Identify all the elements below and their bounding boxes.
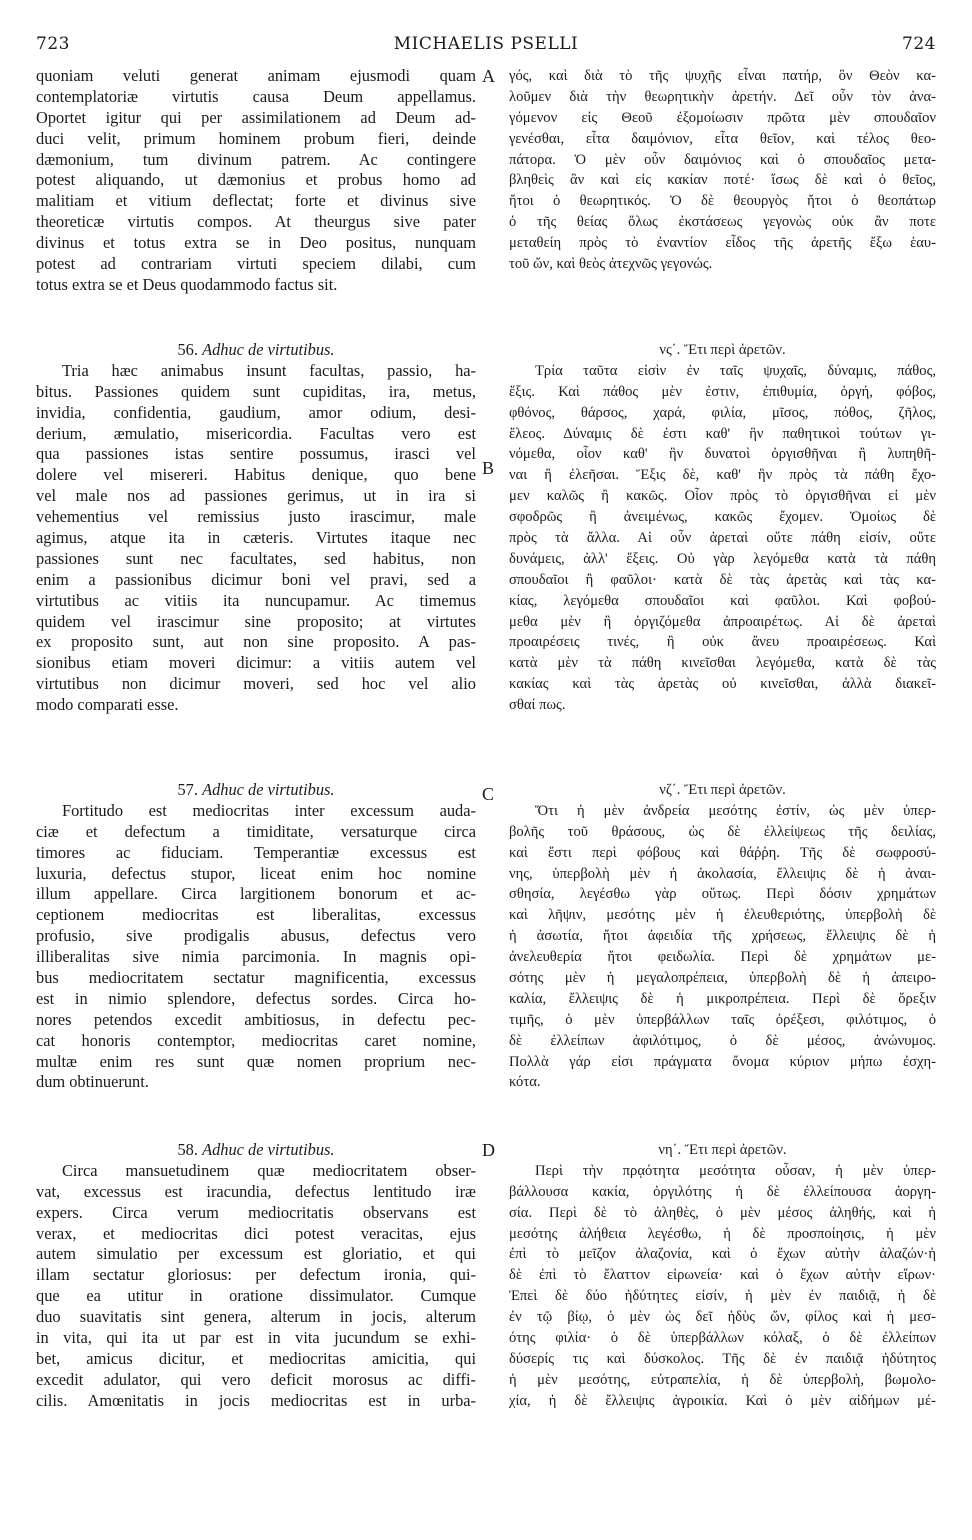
text-line: virtutibus ac vitiis ita nuncupamur. Ac timemus [36,590,476,610]
text-line: ceptionem mediocritas est liberalitas, excessus [36,905,476,925]
greek-intro [509,66,936,275]
page-number-left: 723 [36,34,70,54]
text-line: qua passiones istas sentire possumus, irasci vel [36,444,476,464]
text-line: μεθα μὲν ἢ ὀργιζόμεθα ἀπροαιρέτως. Αἱ δὲ ἀρεταὶ [509,613,936,630]
text-line: invidia, confidentia, gaudium, amor odium, desi- [36,402,476,422]
text-line: δυνάμεις, ἀλλ' ἕξεις. Οὐ γὰρ λεγόμεθα κατὰ τὰ πάθη [509,550,936,567]
text-line: κακίας καὶ τὰς ἀρετὰς οὐ κινεῖσθαι, ἀλλὰ διακεῖ- [509,676,936,693]
text-line: bet, amicus dicitur, et mediocritas amicitia, qui [36,1348,476,1368]
text-line: νης, ὑπερβολὴ μὲν ἡ ἀκολασία, ἔλλειψις δὲ ἡ ἀναι- [509,865,936,882]
text-line: βληθεὶς ἂν καὶ εἰς κακίαν ποτέ· ἴσως δὲ καὶ ὁ θεῖος, [509,172,936,189]
text-line: que ea utitur in oratione dissimulator. Cumque [36,1286,476,1306]
text-line: ἔλεος. Δύναμις δὲ ἐστι καθ' ἣν παθητικοὶ τούτων γι- [509,425,936,442]
margin-marker-d: D [482,1140,495,1160]
text-line: ἕξις. Καὶ πάθος μὲν ἐστιν, ἐπιθυμία, ὀργή, φόβος, [509,383,936,400]
text-line: contemplatoriæ virtutis causa Deum appellamus. [36,86,476,106]
text-line: καλία, ἔλλειψις δὲ ἡ μικροπρέπεια. Περὶ δὲ ὄρεξιν [509,990,936,1007]
text-line: Fortitudo est mediocritas inter excessum auda- [62,800,476,820]
text-line: dolere vel misereri. Habitus denique, quo bene [36,465,476,485]
latin-section-58 [36,1140,476,1412]
section-body [509,801,936,1093]
text-line: illum appellare. Circa largitionem bonorum et ac- [36,884,476,904]
text-line: τιμῆς, ὁ μὲν ὑπερβάλλων ταῖς ὀρέξεσι, φιλότιμος, ὁ [509,1011,936,1028]
text-line: duo suavitatis sint genera, alterum in jocis, alterum [36,1307,476,1327]
text-line: totus extra se et Deus quodammodo factus sit. [36,274,338,294]
section-number: 56. [177,340,198,359]
text-line: ἡ ἀσωτία, ἤτοι ἀφειδία τῆς χρήσεως, ἔλλειψις δὲ ἡ [509,928,936,945]
section-body [36,361,476,716]
section-body [36,801,476,1093]
text-line: Tria hæc animabus insunt facultas, passio, ha- [62,360,476,380]
section-label: Adhuc de virtutibus. [202,340,335,359]
text-line: vat, excessus est iracundia, defectus lentitudo iræ [36,1181,476,1201]
text-line: nores petendos excedit ambitiosus, in defectu pec- [36,1009,476,1029]
text-line: bus mediocritatem sectatur magnificentia, excessus [36,968,476,988]
text-line: βολῆς τοῦ θράσους, ὡς δὲ ἐλλείψεως τῆς δειλίας, [509,823,936,840]
text-line: passiones sunt nec facultates, sed habitus, non [36,548,476,568]
greek-section-57 [509,780,936,1093]
text-line: κίας, λεγόμεθα σπουδαῖοι καὶ φαῦλοι. Καὶ φοβού- [509,592,936,609]
section-heading: νζ΄. Ἔτι περὶ ἀρετῶν. [659,782,786,798]
text-line: σθαί πως. [509,697,566,714]
text-line: expers. Circa verum mediocritatis observans est [36,1202,476,1222]
text-line: ἡ μὲν μεσότης, εὐτραπελία, ἡ δὲ ὑπερβολὴ, βωμολο- [509,1371,936,1388]
text-line: illam sectatur gloriosus: per defectum ironia, qui- [36,1265,476,1285]
section-number: 58. [177,1140,198,1159]
section-heading [36,780,476,801]
greek-section-58 [509,1140,936,1412]
text-line: ciæ et defectum a timiditate, versaturque circa [36,821,476,841]
text-line: vel male nos ad passiones gerimus, ut in ira si [36,486,476,506]
section-heading: νς΄. Ἔτι περὶ ἀρετῶν. [659,342,786,358]
text-line: ότης φιλία· ὁ δὲ ὑπερβάλλων κόλαξ, ὁ δὲ ἐλλείπων [509,1330,936,1347]
text-line: duci velit, primum hominem probum fieri, deinde [36,128,476,148]
text-line: modo comparati esse. [36,695,179,715]
text-line: δὲ ἐπὶ τὸ ἔλαττον εἰρωνεία· καὶ ὁ ἔχων αὐτὴν εἴρων· [509,1267,936,1284]
text-line: virtutibus non dicimur moveri, sed hoc vel alio [36,674,476,694]
section-heading: νη΄. Ἔτι περὶ ἀρετῶν. [658,1142,787,1158]
text-line: bitus. Passiones quidem sunt cupiditas, ira, metus, [36,381,476,401]
margin-marker-b: B [482,458,495,478]
text-line: σθησία, λεγέσθω γὰρ οὕτως. Περὶ δόσιν χρημάτων [509,886,936,903]
latin-section-57 [36,780,476,1093]
section-body [36,1161,476,1412]
text-line: μεταθείη πρὸς τὸ ἐναντίον εἶδος τῆς ἀρετῆς ἔξω ἑαυ- [509,235,936,252]
text-line: χία, ἡ δὲ ἔλλειψις ἀγροικία. Καὶ ὁ μὲν αἰδήμων μέ- [509,1392,936,1409]
text-line: μεσότης ἀλήθεια λεγέσθω, ἡ δὲ προσποίησις, ἡ μὲν [509,1225,936,1242]
text-line: timores ac fiduciam. Temperantiæ excessus est [36,842,476,862]
text-line: verax, et mediocritas dici potest veracitas, ejus [36,1223,476,1243]
text-line: dæmonium, tum divinum patrem. Ac contingere [36,149,476,169]
text-line: ex proposito sunt, aut non sine proposito. A pas- [36,632,476,652]
text-line: multæ enim res sunt quæ nomen proprium nec- [36,1051,476,1071]
text-line: νόμεθα, οἷον καθ' ἣν δυνατοὶ ὀργισθῆναι ἢ λυπηθῆ- [509,446,936,463]
text-line: γενέσθαι, εἶτα δαιμόνιον, εἶτα θεῖον, καὶ τέλος θεο- [509,130,936,147]
text-line: autem simulatio per excessum est gloriatio, et qui [36,1244,476,1264]
text-line: sionibus etiam moveri dicimur: a vitiis autem vel [36,653,476,673]
text-line: dum obtinuerunt. [36,1072,149,1092]
section-heading [36,1140,476,1161]
section-heading [36,340,476,361]
text-line: est in nimio splendore, defectus sordes. Circa ho- [36,988,476,1008]
latin-intro [36,66,476,296]
section-body [509,361,936,716]
text-line: quoniam veluti generat animam ejusmodi quam [36,66,476,85]
text-line: κότα. [509,1074,541,1091]
text-line: μεν καλῶς ἢ κακῶς. Οἷον πρὸς τὸ ὀργισθῆναι εἰ μὲν [509,488,936,505]
text-line: in vita, qui ita ut par est in vita jucundum se exhi- [36,1328,476,1348]
text-line: Τρία ταῦτα εἰσὶν ἐν ταῖς ψυχαῖς, δύναμις, πάθος, [535,362,936,379]
greek-section-56 [509,340,936,716]
text-line: καὶ ἔστι περὶ φόβους καὶ θάῤῥη. Τῆς δὲ σωφροσύ- [509,844,936,861]
text-line: potest ad contrariam virtuti speciem dilabi, cum [36,254,476,274]
page-number-right: 724 [902,34,936,54]
text-line: ἀνελευθερία ἤτοι φειδωλία. Περὶ δὲ χρημάτων με- [509,949,936,966]
text-line: ἐν τῷ βίῳ, ὁ μὲν ὡς δεῖ ἡδὺς ὤν, φίλος καὶ ἡ μεσ- [509,1309,936,1326]
text-line: ὁ τῆς θείας ὅλως ἐκστάσεως γεγονὼς οὐκ ἂν ποτε [509,214,936,231]
text-line: ἤτοι ὁ θεωρητικός. Ὁ δὲ θεουργὸς ἤτοι ὁ θεοπάτωρ [509,193,936,210]
text-line: καὶ λῆψιν, μεσότης μὲν ἡ ἐλευθεριότης, ὑπερβολὴ δὲ [509,907,936,924]
text-line: Ὅτι ἡ μὲν ἀνδρεία μεσότης ἐστίν, ὡς μὲν ὑπερ- [535,802,936,819]
text-line: πρὸς τὰ ἄλλα. Αἱ οὖν ἀρεταὶ οὔτε πάθη εἰσίν, οὔτε [509,530,936,547]
text-line: Περὶ τὴν πρᾳότητα μεσότητα οὖσαν, ἡ μὲν ὑπερ- [535,1162,936,1179]
text-line: enim a passionibus dicimur boni vel pravi, sed a [36,569,476,589]
text-line: divinus et totus extra se in Deo positus, nunquam [36,233,476,253]
text-line: σπουδαῖοι ἢ φαῦλοι· κατὰ δὲ τὰς ἀρετὰς καὶ τὰς κα- [509,571,936,588]
text-line: λοῦμεν διὰ τὴν θεωρητικὴν ἀρετήν. Δεῖ οὖν τὸν ἀνα- [509,88,936,105]
text-line: βάλλουσα κακία, ὀργιλότης ἡ δὲ ἐλλείπουσα ἀοργη- [509,1183,936,1200]
text-line: Πολλὰ γάρ εἰσι πράγματα ὄνομα κύριον μήπω ἐσχη- [509,1053,936,1070]
text-line: σότης μὲν ἡ μεγαλοπρέπεια, ὑπερβολὴ δὲ ἡ ἀπειρο- [509,970,936,987]
text-line: σφοδρῶς ἢ ἀνειμένως, κακῶς ἔχομεν. Ὁμοίως δὲ [509,509,936,526]
text-line: excedit adulator, qui vero deficit morosus ac diffi- [36,1369,476,1389]
text-line: γός, καὶ διὰ τὸ τῆς ψυχῆς εἶναι πατήρ, ὃν Θεὸν κα- [509,68,936,84]
margin-marker-a: A [482,66,495,86]
text-line: γόμενον εἰς Θεοῦ ἐξομοίωσιν πρῶτα μὲν σπουδαῖον [509,109,936,126]
text-line: vehementius vel remissius justo irascimur, male [36,507,476,527]
text-line: προαιρέσεις τινές, ἢ οὐκ ἄνευ προαιρέσεως. Καὶ [509,634,936,651]
text-line: σία. Περὶ δὲ τὸ ἀληθὲς, ὁ μὲν μέσος ἀληθής, καὶ ἡ [509,1204,936,1221]
section-label: Adhuc de virtutibus. [202,780,335,799]
latin-section-56 [36,340,476,716]
text-line: illiberalitas sive nimia parcimonia. In magnis opi- [36,947,476,967]
text-line: τοῦ ὤν, καὶ θεὸς ἀτεχνῶς γεγονώς. [509,256,713,273]
text-line: Circa mansuetudinem quæ mediocritatem obser- [62,1160,476,1180]
text-line: κατὰ μὲν τὰ πάθη κινεῖσθαι λεγόμεθα, κατὰ δὲ τὰς [509,655,936,672]
text-line: φθόνος, θάρσος, χαρά, φιλία, μῖσος, πόθος, ζῆλος, [509,404,936,421]
text-line: malitiam et vitium deflectat; forte et divinus sive [36,191,476,211]
section-label: Adhuc de virtutibus. [202,1140,335,1159]
text-line: Ἐπεὶ δὲ δύο ἡδύτητες εἰσίν, ἡ μὲν ἐν παιδιᾷ, ἡ δὲ [509,1288,936,1305]
text-line: δὲ ἐλλείπων ἀφιλότιμος, ὁ δὲ μέσος, ἀνώνυμος. [509,1032,936,1049]
text-line: πάτορα. Ὁ μὲν οὖν δαιμόνιος καὶ ὁ σπουδαῖος μετα- [509,151,936,168]
text-line: ἐπὶ τὸ μεῖζον ἀλαζονία, καὶ ὁ ἔχων αὐτὴν ἀλαζών·ἡ [509,1246,936,1263]
text-line: ναι ἢ ἐλεῆσαι. Ἕξις δὲ, καθ' ἣν πρὸς τὰ πάθη ἔχο- [509,467,936,484]
running-title: MICHAELIS PSELLI [393,34,579,54]
text-line: luxuria, defectus stupor, liceat enim hoc nomine [36,863,476,883]
text-line: profusio, sive prodigalis abusus, defectus vero [36,926,476,946]
text-line: cat honoris contemptor, mediocritas caret nomine, [36,1030,476,1050]
section-body [509,1161,936,1412]
text-line: potest aliquando, ut dæmonius et probus homo ad [36,170,476,190]
text-line: agimus, atque ita in cæteris. Virtutes itaque nec [36,528,476,548]
section-number: 57. [177,780,198,799]
text-line: Oportet igitur qui per assimilationem ad Deum ad- [36,107,476,127]
text-line: theoreticæ virtutis compos. At theurgus sive pater [36,212,476,232]
text-line: derium, æmulatio, misericordia. Facultas vero est [36,423,476,443]
text-line: δύσερίς τις καὶ δύσκολος. Τῆς δὲ ἐν παιδιᾷ ἡδύτητος [509,1350,936,1367]
text-line: quidem vel irascimur sine proposito; at virtutes [36,611,476,631]
margin-marker-c: C [482,784,495,804]
text-line: cilis. Amœnitatis in jocis mediocritas est in urba- [36,1390,476,1410]
